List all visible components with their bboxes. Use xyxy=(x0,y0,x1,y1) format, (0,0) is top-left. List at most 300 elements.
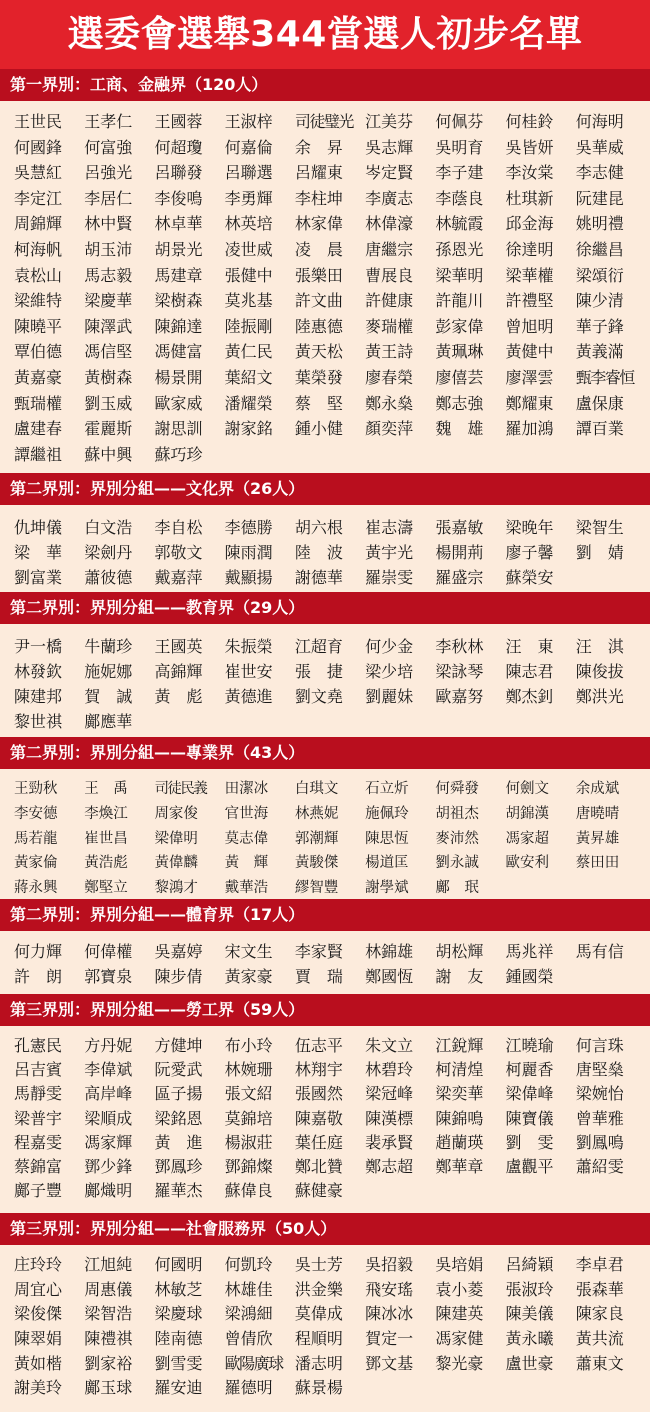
member-name: 田潔冰 xyxy=(224,781,269,797)
member-name: 劉玉威 xyxy=(84,393,133,413)
member-name: 盧保康 xyxy=(575,393,624,413)
member-name: 黃家豪 xyxy=(224,967,273,986)
member-name: 胡祖杰 xyxy=(435,805,479,822)
member-name: 覃伯德 xyxy=(14,342,63,362)
section-7 xyxy=(0,1213,650,1401)
member-name: 鄭北贊 xyxy=(294,1156,343,1176)
member-name: 梁偉明 xyxy=(154,830,198,847)
member-name: 江超育 xyxy=(294,637,343,656)
member-name: 麥瑞權 xyxy=(365,316,414,336)
member-name: 許 朗 xyxy=(14,967,63,986)
member-name: 官世海 xyxy=(224,805,269,822)
member-name: 何舜發 xyxy=(435,781,479,797)
member-name: 林錦雄 xyxy=(365,942,414,961)
member-name: 黃天松 xyxy=(294,342,343,362)
member-name: 杜琪新 xyxy=(505,188,554,208)
member-name: 陳禮祺 xyxy=(84,1329,133,1349)
member-name: 梁慶華 xyxy=(84,291,133,311)
member-name: 謝學斌 xyxy=(365,880,409,897)
member-name: 何凱玲 xyxy=(224,1255,273,1274)
member-name: 黃 進 xyxy=(154,1132,203,1152)
member-name: 宋文生 xyxy=(224,942,273,961)
member-name: 伍志平 xyxy=(294,1036,343,1055)
member-name: 梁鴻細 xyxy=(224,1304,273,1324)
member-name: 陳思恆 xyxy=(365,830,409,847)
member-name: 鄺子豐 xyxy=(14,1181,63,1201)
member-name: 張樂田 xyxy=(294,265,343,285)
member-name: 黃王詩 xyxy=(365,342,414,362)
member-name: 陳冰冰 xyxy=(365,1304,414,1324)
member-name: 曾旭明 xyxy=(505,316,554,336)
member-name: 柯麗香 xyxy=(505,1060,554,1080)
section-heading: 第二界別：界別分組——文化界（26人） xyxy=(0,473,650,505)
member-name: 曾倩欣 xyxy=(224,1329,273,1349)
member-name: 馬兆祥 xyxy=(505,942,554,961)
member-name: 黃偉麟 xyxy=(154,855,198,872)
member-name: 呂吉賓 xyxy=(14,1060,63,1080)
member-name: 司徒民義 xyxy=(154,781,207,797)
member-name: 呂綺穎 xyxy=(505,1255,554,1274)
member-name: 郭潮輝 xyxy=(294,830,339,847)
member-name: 蔡錦富 xyxy=(14,1156,63,1176)
member-name: 李蔭良 xyxy=(435,188,484,208)
member-name: 李汝棠 xyxy=(505,163,554,183)
member-name: 馬志毅 xyxy=(84,265,133,285)
member-name: 莫偉成 xyxy=(294,1304,343,1324)
member-name: 白文浩 xyxy=(84,518,133,537)
member-name: 鄭洪光 xyxy=(575,687,624,706)
member-name: 林婉珊 xyxy=(224,1060,273,1080)
member-name: 黃昇雄 xyxy=(575,830,620,847)
member-name: 黎世祺 xyxy=(14,712,63,731)
member-name: 胡松輝 xyxy=(435,942,484,961)
member-name: 霍麗斯 xyxy=(84,419,133,439)
member-name: 莫志偉 xyxy=(224,830,269,847)
member-name: 羅加鴻 xyxy=(505,419,554,439)
member-name: 江曉瑜 xyxy=(505,1036,554,1055)
member-name: 劉永誠 xyxy=(435,855,479,872)
member-name: 梁順成 xyxy=(84,1108,133,1128)
member-name: 賈 瑞 xyxy=(294,967,343,986)
member-name: 尹一橋 xyxy=(14,637,63,656)
member-name: 林燕妮 xyxy=(294,805,339,822)
member-name: 李定江 xyxy=(14,188,63,208)
member-name: 許龍川 xyxy=(435,291,484,311)
member-name: 李德勝 xyxy=(224,518,273,537)
member-name: 陳澤武 xyxy=(84,316,133,336)
member-name: 汪 東 xyxy=(505,637,554,656)
member-name: 蕭東文 xyxy=(575,1353,624,1373)
member-name: 鄺熾明 xyxy=(84,1181,133,1201)
member-name: 李志健 xyxy=(575,163,624,183)
member-name: 劉富業 xyxy=(14,568,63,587)
member-name: 黃仁民 xyxy=(224,342,273,362)
member-name: 吳嘉婷 xyxy=(154,942,203,961)
member-name: 石立炘 xyxy=(365,781,409,797)
member-name: 林家偉 xyxy=(294,214,343,234)
member-name: 唐繼宗 xyxy=(365,239,414,259)
member-name: 繆智豐 xyxy=(294,880,339,897)
member-name: 李偉斌 xyxy=(84,1060,133,1080)
member-name: 王世民 xyxy=(14,112,63,131)
member-name: 陳曉平 xyxy=(14,316,63,336)
member-name: 徐繼昌 xyxy=(575,239,624,259)
name-grid xyxy=(0,769,650,901)
member-name: 黃共流 xyxy=(575,1329,624,1349)
member-name: 劉 雯 xyxy=(505,1132,554,1152)
member-name: 黃如楷 xyxy=(14,1353,63,1373)
member-name: 鄺玉球 xyxy=(84,1378,133,1398)
member-name: 楊景開 xyxy=(154,367,203,387)
member-name: 何少金 xyxy=(365,637,414,656)
name-grid xyxy=(0,101,650,467)
member-name: 崔世昌 xyxy=(84,830,128,847)
member-name: 郭寶泉 xyxy=(84,967,133,986)
member-name: 胡六根 xyxy=(294,518,343,537)
member-name: 林發欽 xyxy=(14,662,63,681)
member-name: 蘇健豪 xyxy=(294,1181,343,1201)
member-name: 劉文堯 xyxy=(294,687,343,706)
member-name: 梁智浩 xyxy=(84,1304,133,1324)
member-name: 吳培娟 xyxy=(435,1255,484,1274)
member-name: 林英培 xyxy=(224,214,273,234)
member-name: 徐達明 xyxy=(505,239,554,259)
member-name: 李廣志 xyxy=(365,188,414,208)
member-name: 陸 波 xyxy=(294,543,343,562)
member-name: 江美芬 xyxy=(365,112,414,131)
member-name: 何桂鈴 xyxy=(505,112,554,131)
member-name: 余 昇 xyxy=(294,137,343,157)
member-name: 程順明 xyxy=(294,1329,343,1349)
member-name: 周家俊 xyxy=(154,805,198,822)
member-name: 李卓君 xyxy=(575,1255,624,1274)
member-name: 蕭彼德 xyxy=(84,568,133,587)
member-name: 黎光豪 xyxy=(435,1353,484,1373)
member-name: 唐堅燊 xyxy=(575,1060,624,1080)
member-name: 陳錦鳴 xyxy=(435,1108,484,1128)
member-name: 黎鴻才 xyxy=(154,880,198,897)
member-name: 邱金海 xyxy=(505,214,554,234)
member-name: 王勁秋 xyxy=(14,781,58,797)
member-name: 岑定賢 xyxy=(365,163,414,183)
member-name: 黃 彪 xyxy=(154,687,203,706)
member-name: 張淑玲 xyxy=(505,1279,554,1299)
member-name: 胡景光 xyxy=(154,239,203,259)
member-name: 李自松 xyxy=(154,518,203,537)
member-name: 江銳輝 xyxy=(435,1036,484,1055)
member-name: 曹展良 xyxy=(365,265,414,285)
member-name: 張嘉敏 xyxy=(435,518,484,537)
member-name: 林敏芝 xyxy=(154,1279,203,1299)
member-name: 張森華 xyxy=(575,1279,624,1299)
member-name: 陳美儀 xyxy=(505,1304,554,1324)
member-name: 裴承賢 xyxy=(365,1132,414,1152)
member-name: 何劍文 xyxy=(505,781,550,797)
member-name: 趙蘭瑛 xyxy=(435,1132,484,1152)
member-name: 莫兆基 xyxy=(224,291,273,311)
member-name: 許禮堅 xyxy=(505,291,554,311)
member-name: 羅華杰 xyxy=(154,1181,203,1201)
member-name: 何嘉倫 xyxy=(224,137,273,157)
member-name: 孫恩光 xyxy=(435,239,484,259)
member-name: 何富強 xyxy=(84,137,133,157)
member-name: 呂強光 xyxy=(84,163,133,183)
member-name: 廖春榮 xyxy=(365,367,414,387)
member-name: 林翔宇 xyxy=(294,1060,343,1080)
member-name: 孔憲民 xyxy=(14,1036,63,1055)
section-heading: 第三界別：界別分組——社會服務界（50人） xyxy=(0,1213,650,1245)
section-4 xyxy=(0,737,650,901)
member-name: 司徒璧光 xyxy=(294,112,353,131)
member-name: 廖澤雲 xyxy=(505,367,554,387)
member-name: 梁銘恩 xyxy=(154,1108,203,1128)
member-name: 鄺應華 xyxy=(84,712,133,731)
section-2 xyxy=(0,473,650,590)
member-name: 黃 輝 xyxy=(224,855,269,872)
member-name: 黃駿傑 xyxy=(294,855,339,872)
member-name: 何力輝 xyxy=(14,942,63,961)
member-name: 唐曉晴 xyxy=(575,805,620,822)
member-name: 何偉權 xyxy=(84,942,133,961)
page-title: 選委會選舉344當選人初步名單 xyxy=(0,0,650,69)
member-name: 彭家偉 xyxy=(435,316,484,336)
member-name: 何佩芬 xyxy=(435,112,484,131)
member-name: 鄭華章 xyxy=(435,1156,484,1176)
member-name: 蔣永興 xyxy=(14,880,58,897)
member-name: 鍾小健 xyxy=(294,419,343,439)
member-name: 汪 淇 xyxy=(575,637,624,656)
member-name: 馮家超 xyxy=(505,830,550,847)
member-name: 梁少培 xyxy=(365,662,414,681)
member-name: 李煥江 xyxy=(84,805,128,822)
member-name: 高岸峰 xyxy=(84,1084,133,1104)
member-name: 梁華權 xyxy=(505,265,554,285)
member-name: 吳招毅 xyxy=(365,1255,414,1274)
member-name: 馮家輝 xyxy=(84,1132,133,1152)
member-name: 蘇偉良 xyxy=(224,1181,273,1201)
member-name: 林毓霞 xyxy=(435,214,484,234)
member-name: 陸惠德 xyxy=(294,316,343,336)
member-name: 方健坤 xyxy=(154,1036,203,1055)
member-name: 王國英 xyxy=(154,637,203,656)
member-name: 施佩玲 xyxy=(365,805,409,822)
member-name: 楊道匡 xyxy=(365,855,409,872)
member-name: 呂耀東 xyxy=(294,163,343,183)
member-name: 葉任庭 xyxy=(294,1132,343,1152)
member-name: 程嘉雯 xyxy=(14,1132,63,1152)
member-name: 梁詠琴 xyxy=(435,662,484,681)
member-name: 吳慧紅 xyxy=(14,163,63,183)
member-name: 梁 華 xyxy=(14,543,63,562)
member-name: 區子揚 xyxy=(154,1084,203,1104)
member-name: 梁慶球 xyxy=(154,1304,203,1324)
member-name: 謝 友 xyxy=(435,967,484,986)
member-name: 黃嘉豪 xyxy=(14,367,63,387)
member-name: 白琪文 xyxy=(294,781,339,797)
member-name: 許健康 xyxy=(365,291,414,311)
member-name: 戴顯揚 xyxy=(224,568,273,587)
member-name: 飛安瑤 xyxy=(365,1279,414,1299)
member-name: 劉雪雯 xyxy=(154,1353,203,1373)
member-name: 梁偉峰 xyxy=(505,1084,554,1104)
member-name: 何超瓊 xyxy=(154,137,203,157)
member-name: 蕭紹雯 xyxy=(575,1156,624,1176)
name-grid xyxy=(0,1245,650,1401)
member-name: 梁樹森 xyxy=(154,291,203,311)
member-name: 曾華雅 xyxy=(575,1108,624,1128)
member-name: 黃珮琳 xyxy=(435,342,484,362)
member-name: 梁俊傑 xyxy=(14,1304,63,1324)
member-name: 梁普宇 xyxy=(14,1108,63,1128)
section-heading: 第二界別：界別分組——教育界（29人） xyxy=(0,592,650,624)
member-name: 蘇巧珍 xyxy=(154,444,203,464)
member-name: 賀定一 xyxy=(365,1329,414,1349)
member-name: 馮信堅 xyxy=(84,342,133,362)
member-name: 黃宇光 xyxy=(365,543,414,562)
member-name: 牛蘭珍 xyxy=(84,637,133,656)
member-name: 顏奕萍 xyxy=(365,419,414,439)
member-name: 葉榮發 xyxy=(294,367,343,387)
member-name: 李安德 xyxy=(14,805,58,822)
section-6 xyxy=(0,994,650,1203)
member-name: 陳建邦 xyxy=(14,687,63,706)
member-name: 黃永曦 xyxy=(505,1329,554,1349)
member-name: 呂聯發 xyxy=(154,163,203,183)
name-grid xyxy=(0,1026,650,1203)
member-name: 蔡 堅 xyxy=(294,393,343,413)
member-name: 劉家裕 xyxy=(84,1353,133,1373)
member-name: 林中賢 xyxy=(84,214,133,234)
member-name: 楊淑莊 xyxy=(224,1132,273,1152)
member-name: 王淑梓 xyxy=(224,112,273,131)
member-name: 鄺 珉 xyxy=(435,880,479,897)
member-name: 馮家健 xyxy=(435,1329,484,1349)
member-name: 張國然 xyxy=(294,1084,343,1104)
member-name: 黃健中 xyxy=(505,342,554,362)
member-name: 張 捷 xyxy=(294,662,343,681)
member-name: 潘志明 xyxy=(294,1353,343,1373)
member-name: 布小玲 xyxy=(224,1036,273,1055)
member-name: 劉 婧 xyxy=(575,543,624,562)
member-name: 李勇輝 xyxy=(224,188,273,208)
member-name: 李秋林 xyxy=(435,637,484,656)
member-name: 王 禹 xyxy=(84,781,128,797)
member-name: 羅崇雯 xyxy=(365,568,414,587)
member-name: 陳漢標 xyxy=(365,1108,414,1128)
member-name: 吳華威 xyxy=(575,137,624,157)
member-name: 譚繼祖 xyxy=(14,444,63,464)
name-grid xyxy=(0,931,650,989)
member-name: 陳雨潤 xyxy=(224,543,273,562)
member-name: 鄧錦燦 xyxy=(224,1156,273,1176)
member-name: 魏 雄 xyxy=(435,419,484,439)
member-name: 林碧玲 xyxy=(365,1060,414,1080)
member-name: 陳少清 xyxy=(575,291,624,311)
member-name: 梁維特 xyxy=(14,291,63,311)
member-name: 柯清煌 xyxy=(435,1060,484,1080)
member-name: 凌 晨 xyxy=(294,239,343,259)
member-name: 梁智生 xyxy=(575,518,624,537)
member-name: 袁松山 xyxy=(14,265,63,285)
member-name: 陳建英 xyxy=(435,1304,484,1324)
member-name: 吳皆妍 xyxy=(505,137,554,157)
member-name: 華子鋒 xyxy=(575,316,624,336)
member-name: 蘇中興 xyxy=(84,444,133,464)
member-name: 謝美玲 xyxy=(14,1378,63,1398)
member-name: 郭敬文 xyxy=(154,543,203,562)
member-name: 歐陽廣球 xyxy=(224,1353,283,1373)
member-name: 盧建春 xyxy=(14,419,63,439)
member-name: 庄玲玲 xyxy=(14,1255,63,1274)
member-name: 李居仁 xyxy=(84,188,133,208)
member-name: 凌世威 xyxy=(224,239,273,259)
member-name: 羅安迪 xyxy=(154,1378,203,1398)
member-name: 何海明 xyxy=(575,112,624,131)
member-name: 麥沛然 xyxy=(435,830,479,847)
member-name: 鍾國榮 xyxy=(505,967,554,986)
member-name: 葉紹文 xyxy=(224,367,273,387)
member-name: 崔世安 xyxy=(224,662,273,681)
member-name: 鄭耀東 xyxy=(505,393,554,413)
member-name: 姚明禮 xyxy=(575,214,624,234)
member-name: 鄧少鋒 xyxy=(84,1156,133,1176)
member-name: 袁小菱 xyxy=(435,1279,484,1299)
member-name: 黃義滿 xyxy=(575,342,624,362)
member-name: 梁婉怡 xyxy=(575,1084,624,1104)
member-name: 陳志君 xyxy=(505,662,554,681)
section-heading: 第二界別：界別分組——專業界（43人） xyxy=(0,737,650,769)
member-name: 戴華浩 xyxy=(224,880,269,897)
member-name: 黃德進 xyxy=(224,687,273,706)
member-name: 梁劍丹 xyxy=(84,543,133,562)
member-name: 周宜心 xyxy=(14,1279,63,1299)
member-name: 楊開荊 xyxy=(435,543,484,562)
member-name: 甄瑞權 xyxy=(14,393,63,413)
member-name: 鄭杰釗 xyxy=(505,687,554,706)
member-name: 李子建 xyxy=(435,163,484,183)
member-name: 阮建昆 xyxy=(575,188,624,208)
member-name: 馬建章 xyxy=(154,265,203,285)
member-name: 胡玉沛 xyxy=(84,239,133,259)
member-name: 黃浩彪 xyxy=(84,855,128,872)
member-name: 周錦輝 xyxy=(14,214,63,234)
member-name: 陸振剛 xyxy=(224,316,273,336)
member-name: 陳嘉敬 xyxy=(294,1108,343,1128)
member-name: 梁冠峰 xyxy=(365,1084,414,1104)
section-heading: 第三界別：界別分組——勞工界（59人） xyxy=(0,994,650,1026)
member-name: 江旭純 xyxy=(84,1255,133,1274)
member-name: 盧觀平 xyxy=(505,1156,554,1176)
member-name: 陳步倩 xyxy=(154,967,203,986)
member-name: 何言珠 xyxy=(575,1036,624,1055)
member-name: 何國明 xyxy=(154,1255,203,1274)
member-name: 張健中 xyxy=(224,265,273,285)
member-name: 歐嘉努 xyxy=(435,687,484,706)
member-name: 鄭國恆 xyxy=(365,967,414,986)
member-name: 余成斌 xyxy=(575,781,620,797)
member-name: 劉鳳鳴 xyxy=(575,1132,624,1152)
member-name: 馬靜雯 xyxy=(14,1084,63,1104)
member-name: 朱振榮 xyxy=(224,637,273,656)
member-name: 梁晚年 xyxy=(505,518,554,537)
member-name: 歐安利 xyxy=(505,855,550,872)
member-name: 許文曲 xyxy=(294,291,343,311)
member-name: 謝德華 xyxy=(294,568,343,587)
member-name: 陳錦達 xyxy=(154,316,203,336)
member-name: 鄭堅立 xyxy=(84,880,128,897)
member-name: 謝思訓 xyxy=(154,419,203,439)
member-name: 施妮娜 xyxy=(84,662,133,681)
